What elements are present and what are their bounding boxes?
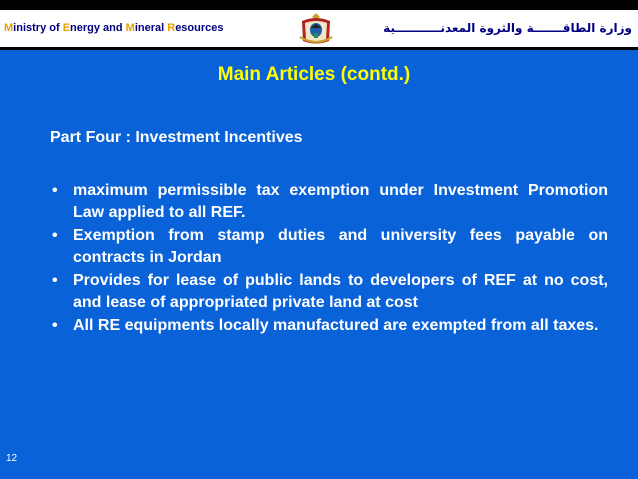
ministry-name-english: Ministry of Energy and Mineral Resources — [4, 22, 224, 34]
bullet-icon: • — [52, 182, 58, 199]
top-rule — [0, 0, 638, 10]
page-number: 12 — [6, 453, 18, 464]
coat-of-arms-icon — [297, 11, 335, 46]
header-divider — [0, 47, 638, 50]
bullet-icon: • — [52, 272, 58, 289]
bullet-item: • All RE equipments locally manufactured are exempted from all taxes. — [50, 315, 608, 337]
part-heading: Part Four : Investment Incentives — [50, 129, 303, 146]
bullet-item: • maximum permissible tax exemption under Investment Promotion Law applied to all REF. — [52, 182, 608, 221]
header-bar — [0, 10, 638, 47]
bullet-icon: • — [52, 227, 58, 244]
bullet-icon: • — [52, 317, 58, 334]
ministry-name-arabic: وزارة الطاقـــــــة والثروة المعدنـــــــــــية — [383, 21, 632, 35]
bullet-item: • Exemption from stamp duties and university fees payable on contracts in Jordan — [52, 227, 608, 266]
bullet-item: • Provides for lease of public lands to developers of REF at no cost, and lease of appropriated private land at cost — [52, 272, 608, 311]
bullet-list — [50, 180, 608, 338]
slide-title: Main Articles (contd.) — [217, 64, 411, 85]
